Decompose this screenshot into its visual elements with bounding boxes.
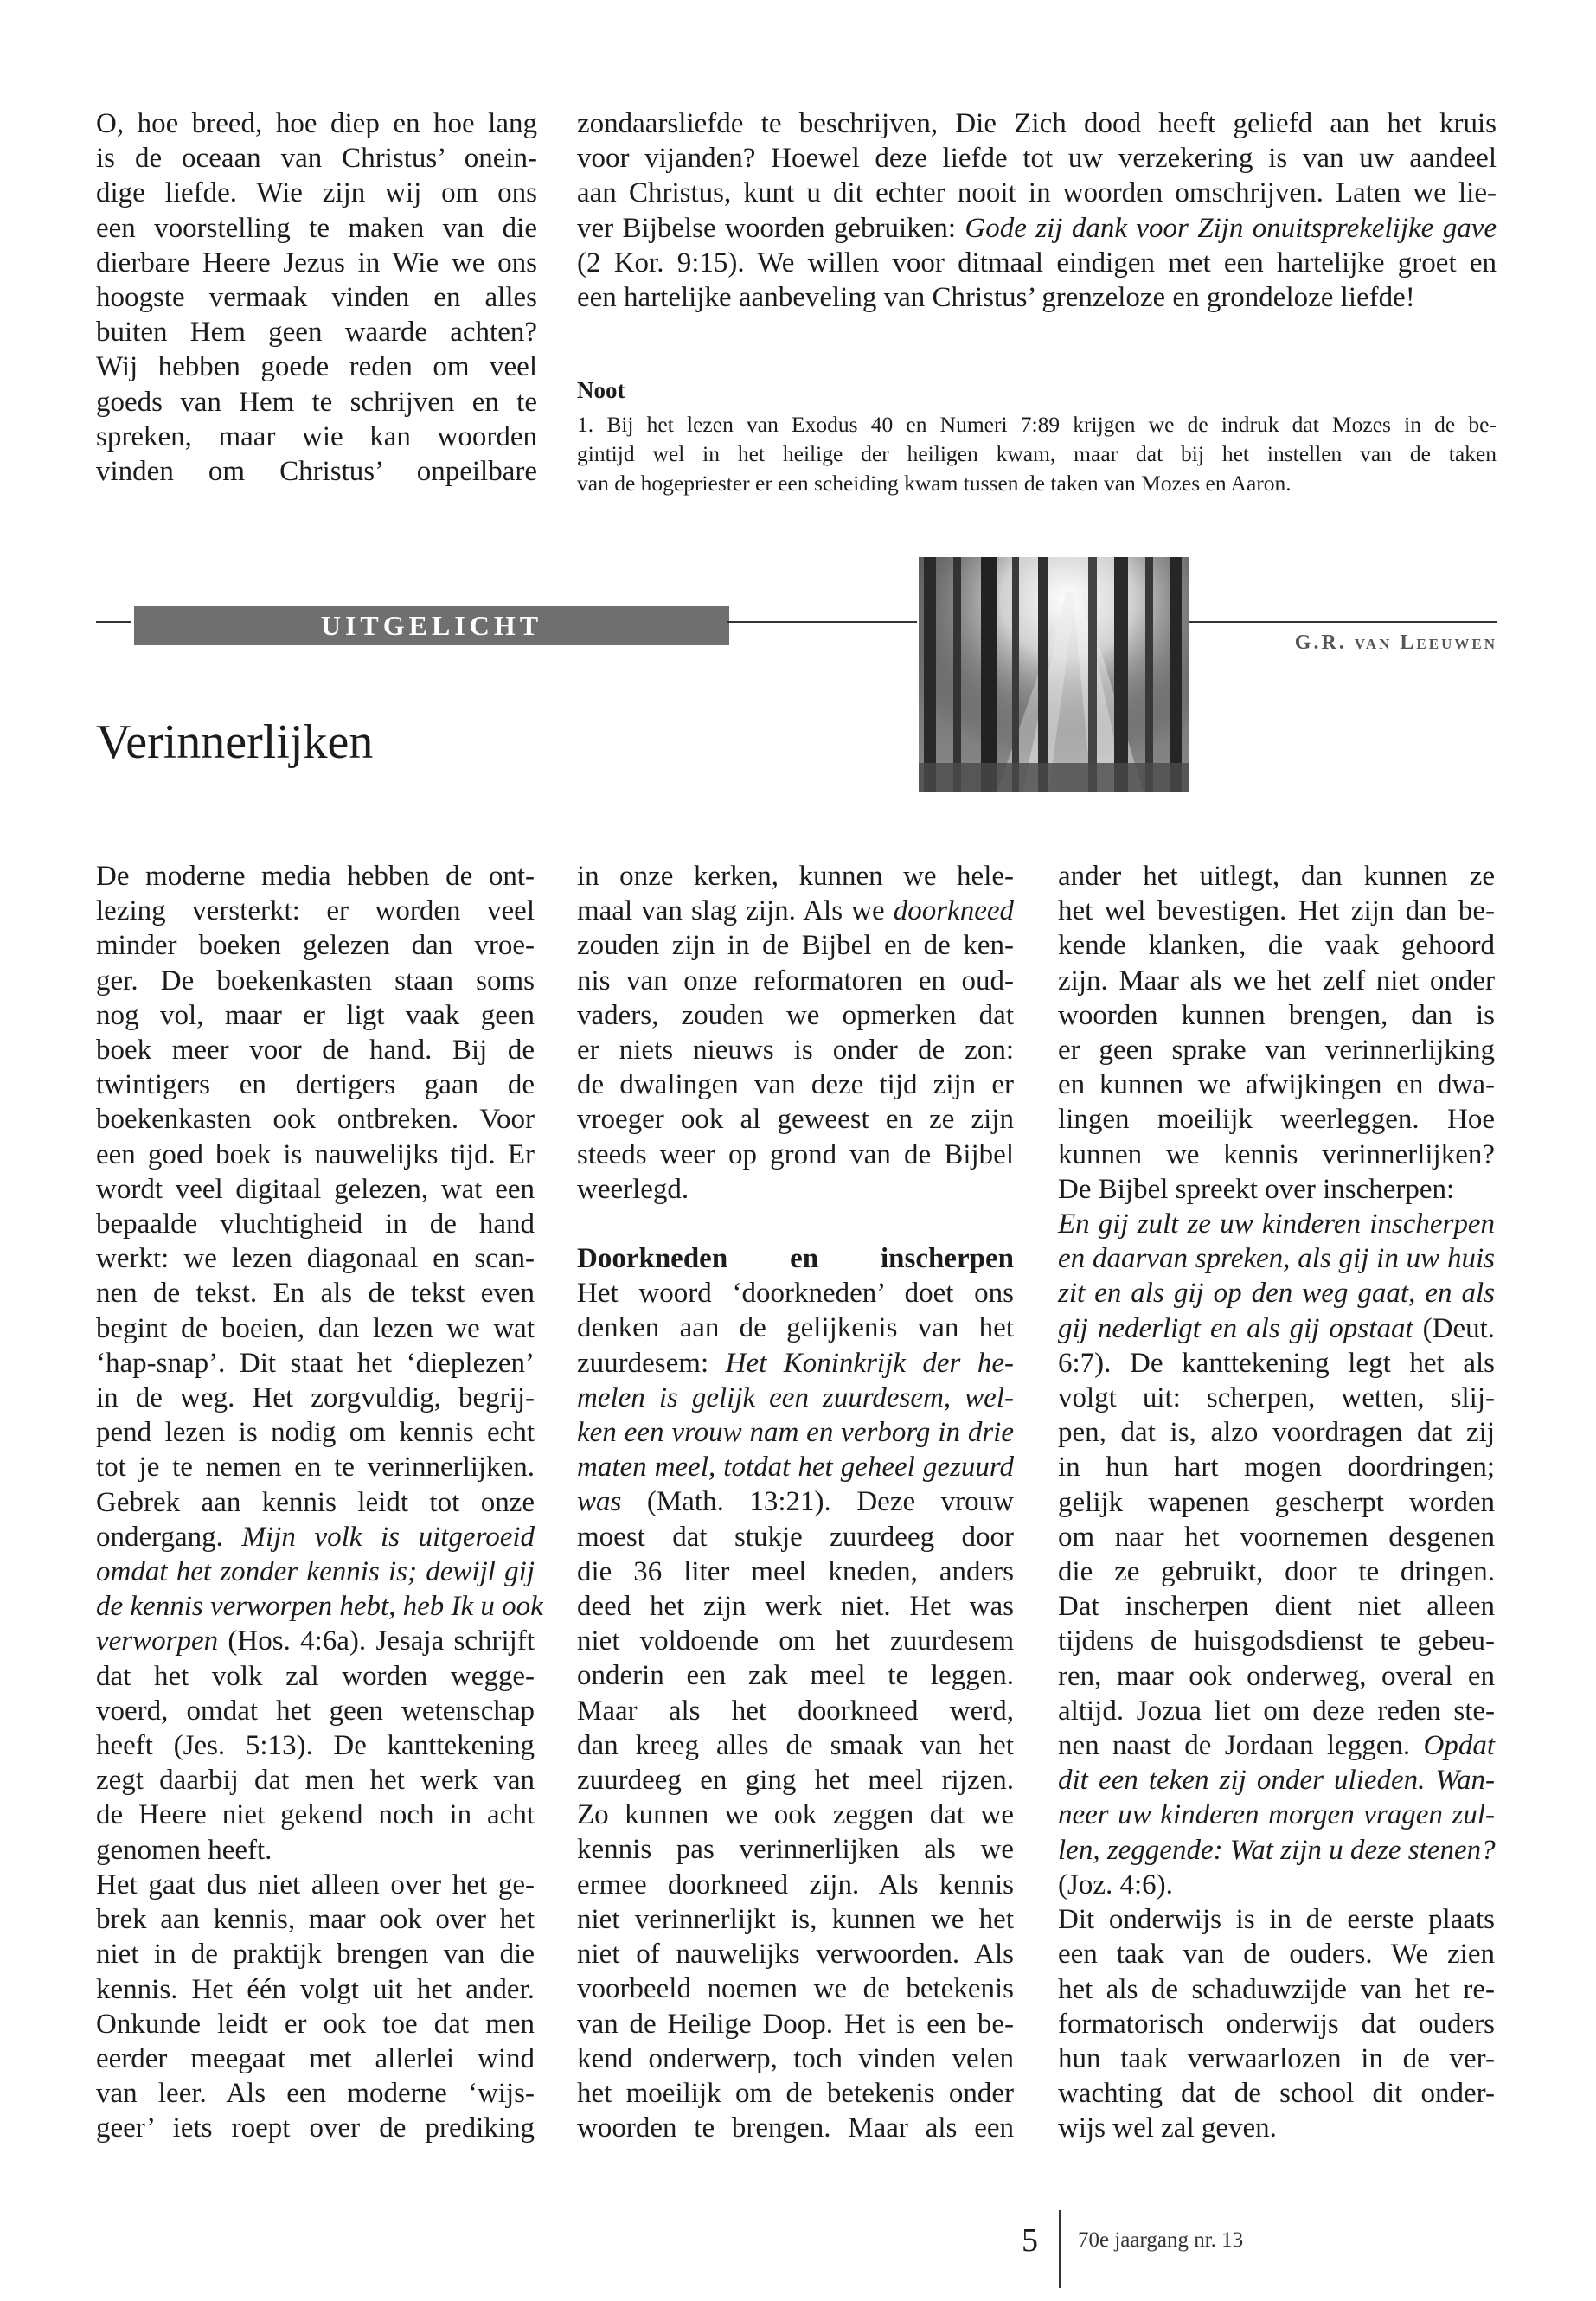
body-text: ver Bijbelse woorden gebruiken: — [577, 212, 957, 244]
text-line: niet verinnerlijkt is, kunnen we het — [577, 1903, 1014, 1935]
text-line: de dwalingen van deze tijd zijn er — [577, 1069, 1014, 1101]
text-line: moest dat stukje zuurdeeg door — [577, 1521, 1014, 1553]
text-line: altijd. Jozua liet om deze reden ste- — [1058, 1695, 1495, 1727]
text-line: zijn. Maar als we het zelf niet onder — [1058, 965, 1495, 997]
text-line: een goed boek is nauwelijks tijd. Er — [96, 1138, 535, 1170]
text-line: gintijd wel in het heilige der heiligen kwam, maar dat bij het instellen van de taken — [577, 441, 1497, 466]
text-line: melen is gelijk een zuurdesem, wel- — [577, 1381, 1014, 1413]
text-line: dan kreeg alles de smaak van het — [577, 1729, 1014, 1761]
footnote-title: Noot — [577, 377, 625, 403]
text-line: neer uw kinderen morgen vragen zul- — [1058, 1799, 1495, 1831]
text-line: voor vijanden? Hoewel deze liefde tot uw verzekering is van uw aandeel — [577, 143, 1497, 175]
text-line: ren, maar ook onderweg, overal en — [1058, 1660, 1495, 1692]
text-line: het als de schaduwzijde van het re- — [1058, 1973, 1495, 2005]
text-line: niet of nauwelijks verwoorden. Als — [577, 1939, 1014, 1971]
text-line: in onze kerken, kunnen we hele- — [577, 861, 1014, 892]
text-line: ‘hap-snap’. Dit staat het ‘dieplezen’ — [96, 1347, 535, 1379]
body-text: (Math. 13:21). Deze vrouw — [646, 1486, 1014, 1518]
text-line: ermee doorkneed zijn. Als kennis — [577, 1868, 1014, 1900]
text-line: De Bijbel spreekt over inscherpen: — [1058, 1173, 1455, 1205]
text-line: ken een vrouw nam en verborg in drie — [577, 1417, 1014, 1449]
text-line: denken aan de gelijkenis van het — [577, 1312, 1014, 1344]
text-line: heeft (Jes. 5:13). De kanttekening — [96, 1730, 535, 1762]
section-label: UITGELICHT — [134, 606, 729, 645]
text-line: steeds weer op grond van de Bijbel — [577, 1138, 1014, 1170]
text-line: lezing versterkt: er worden veel — [96, 895, 535, 927]
text-line: ander het uitlegt, dan kunnen ze — [1058, 861, 1495, 892]
text-line: dit een teken zij onder ulieden. Wan- — [1058, 1765, 1495, 1797]
text-line: aan Christus, kunt u dit echter nooit in woorden omschrijven. Laten we lie- — [577, 177, 1497, 209]
text-line: (2 Kor. 9:15). We willen voor ditmaal eindigen met een hartelijke groet en — [577, 247, 1497, 279]
text-line: voerd, omdat het geen wetenschap — [96, 1695, 535, 1727]
text-line: voorbeeld noemen we de betekenis — [577, 1973, 1014, 2005]
body-text: (Hos. 4:6a). Jesaja schrijft — [228, 1625, 535, 1657]
text-line: Wij hebben goede reden om veel — [96, 351, 537, 383]
text-line: en daarvan spreken, als gij in uw huis — [1058, 1243, 1495, 1275]
text-line: er geen sprake van verinnerlijking — [1058, 1035, 1495, 1067]
issue-label: 70e jaargang nr. 13 — [1078, 2228, 1244, 2252]
text-line: er niets nieuws is onder de zon: — [577, 1035, 1014, 1067]
text-line: niet voldoende om het zuurdesem — [577, 1625, 1014, 1657]
text-line: onderin een zak meel te leggen. — [577, 1660, 1014, 1692]
text-line: geer’ iets roept over de prediking — [96, 2112, 535, 2144]
text-line: ger. De boekenkasten staan soms — [96, 965, 535, 997]
text-line: twintigers en dertigers gaan de — [96, 1069, 535, 1101]
text-line: Dit onderwijs is in de eerste plaats — [1058, 1904, 1495, 1936]
text-line: in hun hart mogen doordringen; — [1058, 1452, 1495, 1484]
text-line: nog vol, maar er ligt vaak geen — [96, 999, 535, 1031]
quote-text: verworpen — [96, 1625, 219, 1657]
text-line: nen de tekst. En als de tekst even — [96, 1278, 535, 1310]
subheading: Doorkneden en inscherpen — [577, 1243, 1014, 1275]
text-line: een taak van de ouders. We zien — [1058, 1939, 1495, 1971]
text-line: kende klanken, die vaak gehoord — [1058, 930, 1495, 962]
text-line — [577, 894, 1014, 928]
text-line: (Joz. 4:6). — [1058, 1868, 1173, 1900]
text-line: bepaalde vluchtigheid in de hand — [96, 1208, 535, 1240]
text-line: zegt daarbij dat men het werk van — [96, 1765, 535, 1797]
article-title: Verinnerlijken — [96, 715, 374, 769]
header-rule-left — [96, 621, 131, 623]
text-line: wachting dat de school dit onder- — [1058, 2078, 1495, 2110]
text-line: om naar het voornemen desgenen — [1058, 1521, 1495, 1553]
intro-right-column — [577, 106, 1497, 315]
text-line: gelijk wapenen gescherpt worden — [1058, 1486, 1495, 1518]
text-line: zuurdeeg en ging het meel rijzen. — [577, 1765, 1014, 1797]
text-line: dige liefde. Wie zijn wij om ons — [96, 177, 537, 209]
text-line — [96, 1624, 535, 1658]
text-line: tot je te nemen en te verinnerlijken. — [96, 1452, 535, 1484]
text-line: vaders, zouden we opmerken dat — [577, 999, 1014, 1031]
text-line: dierbare Heere Jezus in Wie we ons — [96, 247, 537, 279]
text-line: de kennis verworpen hebt, heb Ik u ook — [96, 1591, 543, 1623]
text-line: is de oceaan van Christus’ onein- — [96, 143, 537, 175]
text-line: boekenkasten ook ontbreken. Voor — [96, 1104, 535, 1136]
text-line: Onkunde leidt er ook toe dat men — [96, 2008, 535, 2040]
text-line — [577, 211, 1497, 246]
quote-text: gij nederligt en als gij opstaat — [1058, 1312, 1413, 1344]
text-line: 1. Bij het lezen van Exodus 40 en Numeri 7:89 krijgen we de indruk dat Mozes in de be- — [577, 412, 1497, 437]
text-line: die 36 liter meel kneden, anders — [577, 1555, 1014, 1587]
text-line: hoogste vermaak vinden en alles — [96, 282, 537, 314]
text-line: van de Heilige Doop. Het is een be- — [577, 2008, 1014, 2040]
author-byline: G.R. van Leeuwen — [1294, 631, 1497, 654]
footer-divider — [1059, 2210, 1061, 2288]
text-line: De moderne media hebben de ont- — [96, 861, 535, 892]
text-line: nis van onze reformatoren en oud- — [577, 965, 1014, 997]
text-line: van leer. Als een moderne ‘wijs- — [96, 2078, 535, 2110]
text-line: lingen moeilijk weerleggen. Hoe — [1058, 1104, 1495, 1136]
body-text: maal van slag zijn. Als we — [577, 895, 885, 927]
text-line — [577, 1346, 1014, 1381]
header-rule-right — [1189, 621, 1497, 623]
text-line: zouden zijn in de Bijbel en de ken- — [577, 930, 1014, 962]
text-line: in de weg. Het zorgvuldig, begrij- — [96, 1382, 535, 1414]
quote-text: Mijn volk is uitgeroeid — [241, 1521, 535, 1553]
body-text: (Deut. — [1422, 1312, 1496, 1344]
header-rule-middle — [727, 621, 917, 623]
text-line: wordt veel digitaal gelezen, wat een — [96, 1173, 535, 1205]
text-line: begint de boeien, dan lezen we wat — [96, 1312, 535, 1344]
forest-sunbeams-image — [919, 557, 1189, 792]
text-line: volgt uit: scherpen, wetten, slij- — [1058, 1382, 1495, 1414]
article-column-1 — [96, 859, 543, 2146]
text-line: deed het zijn werk niet. Het was — [577, 1591, 1014, 1623]
text-line — [96, 1520, 535, 1554]
footnote-body — [577, 410, 1497, 498]
text-line: minder boeken gelezen dan vroe- — [96, 930, 535, 962]
text-line: formatorisch onderwijs dat ouders — [1058, 2008, 1495, 2040]
text-line: en kunnen we afwijkingen en dwa- — [1058, 1069, 1495, 1101]
text-line: het moeilijk om de betekenis onder — [577, 2077, 1014, 2109]
text-line: brek aan kennis, maar ook over het — [96, 1904, 535, 1936]
quote-text: Het Koninkrijk der he- — [725, 1347, 1014, 1379]
text-line: de Heere niet gekend noch in acht — [96, 1799, 535, 1831]
text-line: spreken, maar wie kan woorden — [96, 420, 537, 452]
text-line — [1058, 1728, 1495, 1763]
text-line: een voorstelling te maken van die — [96, 212, 537, 244]
text-line: boek meer voor de hand. Bij de — [96, 1035, 535, 1067]
text-line: woorden te brengen. Maar als een — [577, 2112, 1014, 2144]
text-line: woorden kunnen brengen, dan is — [1058, 999, 1495, 1031]
text-line: kennis pas verinnerlijken als we — [577, 1834, 1014, 1866]
text-line: het wel bevestigen. Het zijn dan be- — [1058, 895, 1495, 927]
text-line: wijs wel zal geven. — [1058, 2112, 1277, 2144]
text-line: maten meel, totdat het geheel gezuurd — [577, 1452, 1014, 1484]
text-line: eerder meegaat met allerlei wind — [96, 2042, 535, 2074]
quote-text: doorkneed — [893, 895, 1015, 927]
text-line: O, hoe breed, hoe diep en hoe lang — [96, 108, 537, 139]
text-line: zit en als gij op den weg gaat, en als — [1058, 1278, 1495, 1310]
text-line: kunnen we kennis verinnerlijken? — [1058, 1138, 1495, 1170]
text-line: Maar als het doorkneed werd, — [577, 1695, 1014, 1727]
text-line: die ze gebruikt, door te dringen. — [1058, 1556, 1495, 1588]
article-column-2 — [577, 859, 1014, 2145]
text-line: dat het volk zal worden wegge- — [96, 1660, 535, 1692]
text-line: hun taak verwaarlozen in de ver- — [1058, 2042, 1495, 2074]
text-line — [1058, 1311, 1495, 1346]
text-line — [577, 1484, 1014, 1519]
text-line: pen, dat is, alzo voordragen dat zij — [1058, 1417, 1495, 1449]
text-line: weerlegd. — [577, 1173, 689, 1205]
text-line: genomen heeft. — [96, 1834, 272, 1866]
text-line: Het woord ‘doorkneden’ doet ons — [577, 1278, 1014, 1310]
text-line: omdat het zonder kennis is; dewijl gij — [96, 1556, 535, 1588]
body-text: zuurdesem: — [577, 1347, 709, 1379]
text-line: pend lezen is nodig om kennis echt — [96, 1417, 535, 1449]
text-line: vinden om Christus’ onpeilbare — [96, 456, 537, 488]
text-line: Zo kunnen we ook zeggen dat we — [577, 1799, 1014, 1831]
text-line: van de hogepriester er een scheiding kwam tussen de taken van Mozes en Aaron. — [577, 471, 1292, 496]
text-line: len, zeggende: Wat zijn u deze stenen? — [1058, 1834, 1496, 1866]
text-line: tijdens de huisgodsdienst te gebeu- — [1058, 1625, 1495, 1657]
text-line: niet in de praktijk brengen van die — [96, 1939, 535, 1971]
page-number: 5 — [1022, 2222, 1038, 2259]
text-line: Gebrek aan kennis leidt tot onze — [96, 1486, 535, 1518]
quote-text: Opdat — [1423, 1730, 1496, 1762]
body-text: ondergang. — [96, 1521, 223, 1553]
text-line: werkt: we lezen diagonaal en scan- — [96, 1243, 535, 1275]
text-line: zondaarsliefde te beschrijven, Die Zich dood heeft geliefd aan het kruis — [577, 108, 1497, 139]
article-column-3 — [1058, 859, 1495, 2146]
quote-text: Gode zij dank voor Zijn onuitsprekelijke gave — [965, 212, 1497, 244]
text-line: kennis. Het één volgt uit het ander. — [96, 1973, 535, 2005]
text-line: een hartelijke aanbeveling van Christus’ grenzeloze en grondeloze liefde! — [577, 282, 1415, 314]
intro-left-column — [96, 106, 537, 489]
body-text: nen naast de Jordaan leggen. — [1058, 1730, 1411, 1762]
text-line: En gij zult ze uw kinderen inscherpen — [1058, 1208, 1495, 1240]
text-line: kend onderwerp, toch vinden velen — [577, 2042, 1014, 2074]
quote-text: was — [577, 1486, 622, 1518]
text-line: buiten Hem geen waarde achten? — [96, 317, 537, 349]
text-line: goeds van Hem te schrijven en te — [96, 386, 537, 418]
text-line: Dat inscherpen dient niet alleen — [1058, 1591, 1495, 1623]
text-line: 6:7). De kanttekening legt het als — [1058, 1347, 1495, 1379]
text-line: Het gaat dus niet alleen over het ge- — [96, 1868, 535, 1900]
text-line: vroeger ook al geweest en ze zijn — [577, 1104, 1014, 1136]
